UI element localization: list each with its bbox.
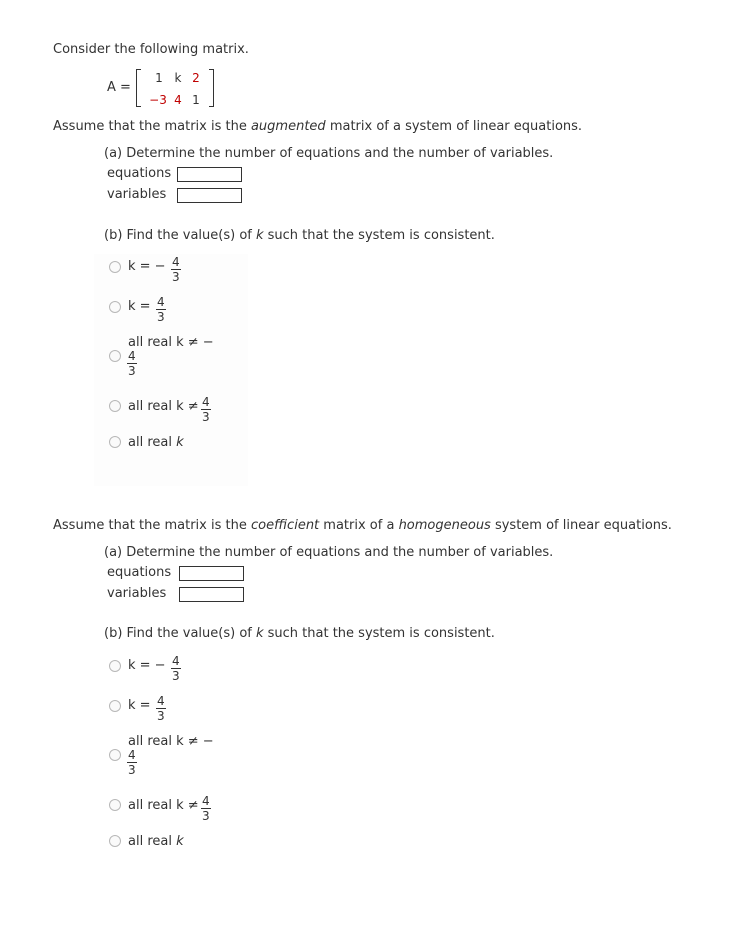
part1-option2-label: k = — [128, 299, 151, 314]
matrix-cell: −3 — [149, 93, 167, 107]
fraction: $\frac{4}{3}$ — [202, 395, 210, 424]
fraction: $\frac{4}{3}$ — [172, 654, 180, 683]
fraction: $\frac{4}{3}$ — [157, 694, 165, 723]
part1-b-prompt: (b) Find the value(s) of k such that the system is consistent. — [104, 228, 495, 243]
part2-variables-input[interactable] — [179, 587, 244, 602]
part1-option3-label: all real k ≠ − — [128, 335, 214, 350]
fraction: $\frac{4}{3}$ — [128, 748, 136, 777]
part1-option1-radio[interactable] — [109, 261, 121, 273]
part2-b-prompt: (b) Find the value(s) of k such that the system is consistent. — [104, 626, 495, 641]
fraction: $\frac{4}{3}$ — [172, 255, 180, 284]
part1-options — [94, 254, 248, 486]
part1-option1-label: k = − — [128, 259, 166, 274]
matrix-cell: 1 — [192, 93, 200, 107]
part2-option1-label: k = − — [128, 658, 166, 673]
fraction: $\frac{4}{3}$ — [202, 794, 210, 823]
part1-variables-label: variables — [107, 187, 167, 202]
part1-option5-label: all real k — [128, 435, 184, 450]
part2-variables-label: variables — [107, 586, 167, 601]
matrix-label: A = — [107, 80, 131, 95]
part1-option3-radio[interactable] — [109, 350, 121, 362]
matrix-right-bracket — [209, 69, 214, 107]
fraction: $\frac{4}{3}$ — [157, 295, 165, 324]
part2-option4-label: all real k ≠ — [128, 798, 199, 813]
part2-a-prompt: (a) Determine the number of equations and the number of variables. — [104, 545, 554, 560]
part2-option3-label: all real k ≠ − — [128, 734, 214, 749]
part1-variables-input[interactable] — [177, 188, 242, 203]
matrix-cell: k — [174, 71, 182, 85]
part2-option5-label: all real k — [128, 834, 184, 849]
part2-option2-label: k = — [128, 698, 151, 713]
fraction: $\frac{4}{3}$ — [128, 349, 136, 378]
part1-option2-radio[interactable] — [109, 301, 121, 313]
matrix-cell: 2 — [192, 71, 200, 85]
part1-a-prompt: (a) Determine the number of equations and the number of variables. — [104, 146, 554, 161]
matrix-cell: 1 — [155, 71, 163, 85]
part1-option4-radio[interactable] — [109, 400, 121, 412]
part1-equations-label: equations — [107, 166, 172, 181]
matrix-left-bracket — [136, 69, 141, 107]
intro-text: Consider the following matrix. — [53, 42, 249, 57]
part2-option3-radio[interactable] — [109, 749, 121, 761]
part2-option1-radio[interactable] — [109, 660, 121, 672]
part2-option4-radio[interactable] — [109, 799, 121, 811]
part2-option2-radio[interactable] — [109, 700, 121, 712]
part2-equations-input[interactable] — [179, 566, 244, 581]
matrix-cell: 4 — [174, 93, 182, 107]
part2-option5-radio[interactable] — [109, 835, 121, 847]
part2-equations-label: equations — [107, 565, 172, 580]
part1-equations-input[interactable] — [177, 167, 242, 182]
part1-intro: Assume that the matrix is the augmented matrix of a system of linear equations. — [53, 119, 583, 134]
part1-option4-label: all real k ≠ — [128, 399, 199, 414]
part2-intro: Assume that the matrix is the coefficient matrix of a homogeneous system of linear equations. — [53, 518, 672, 533]
part1-option5-radio[interactable] — [109, 436, 121, 448]
